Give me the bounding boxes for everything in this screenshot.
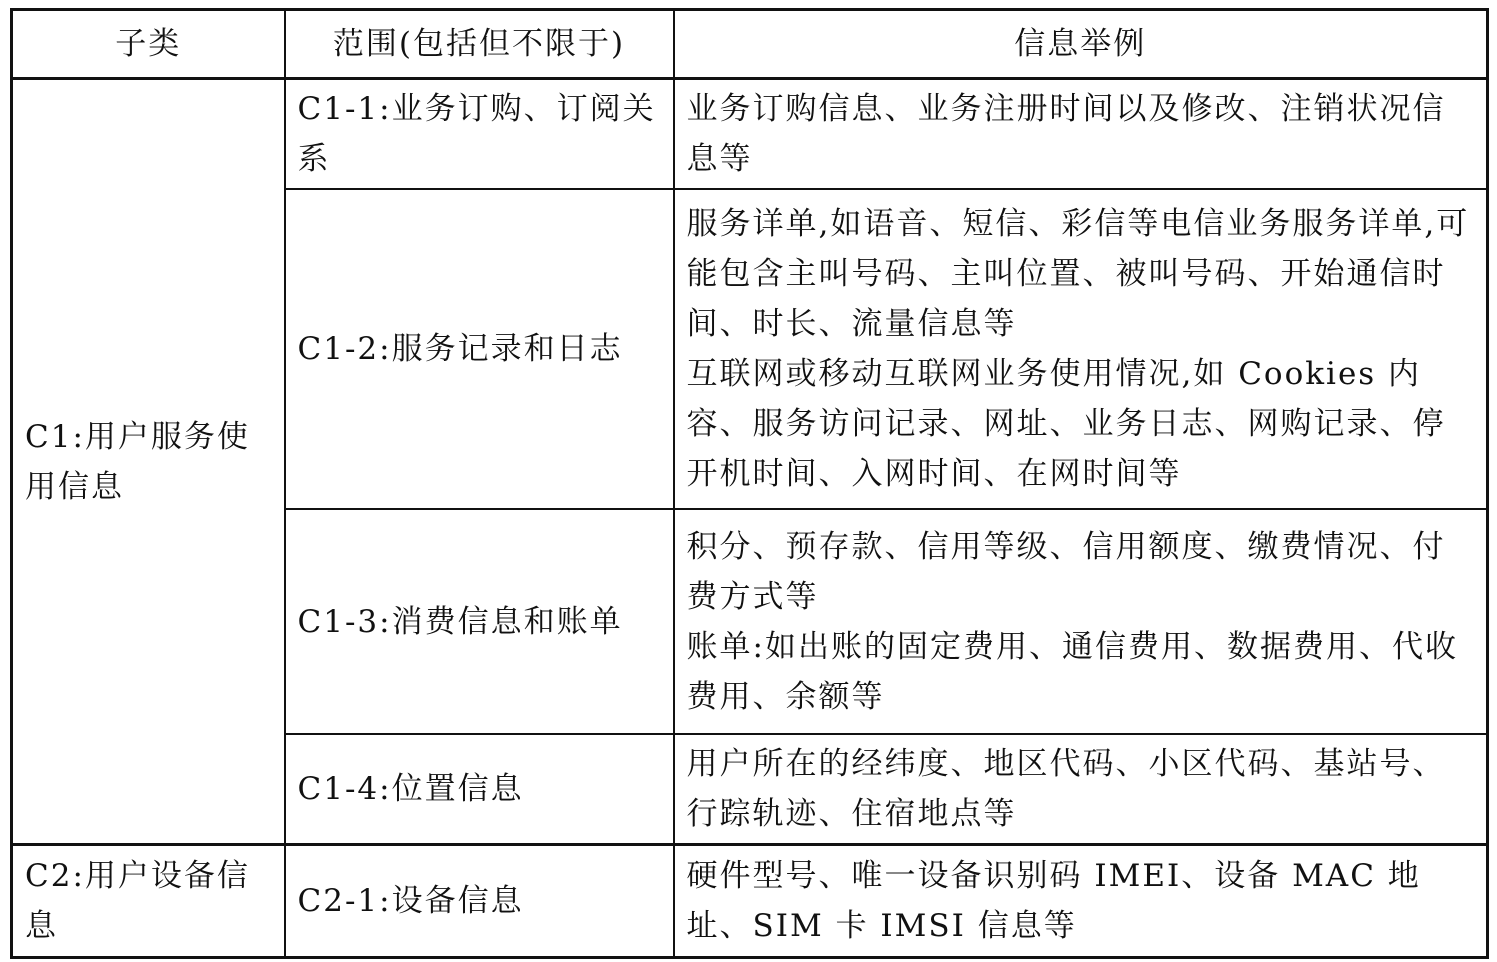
example-text: 互联网或移动互联网业务使用情况,如 Cookies 内容、服务访问记录、网址、业务日志、网购记录、停开机时间、入网时间、在网时间等 xyxy=(686,356,1446,492)
header-examples: 信息举例 xyxy=(674,10,1488,79)
example-text: 用户所在的经纬度、地区代码、小区代码、基站号、行踪轨迹、住宿地点等 xyxy=(686,746,1446,832)
header-row xyxy=(12,10,1488,79)
examples-cell xyxy=(674,845,1488,958)
scope-cell: C1-4:位置信息 xyxy=(285,734,674,845)
scope-cell: C1-2:服务记录和日志 xyxy=(285,189,674,509)
example-text: 业务订购信息、业务注册时间以及修改、注销状况信息等 xyxy=(686,91,1446,177)
subclass-cell: C1:用户服务使用信息 xyxy=(12,79,285,845)
header-scope: 范围(包括但不限于) xyxy=(285,10,674,79)
header-subclass: 子类 xyxy=(12,10,285,79)
examples-cell xyxy=(674,79,1488,190)
table-row xyxy=(12,79,1488,190)
example-text: 账单:如出账的固定费用、通信费用、数据费用、代收费用、余额等 xyxy=(686,628,1458,715)
examples-cell xyxy=(674,189,1488,509)
subclass-cell: C2:用户设备信息 xyxy=(12,845,285,958)
example-text: 服务详单,如语音、短信、彩信等电信业务服务详单,可能包含主叫号码、主叫位置、被叫号码、开始通信时间、时长、流量信息等 xyxy=(686,206,1470,342)
example-text: 积分、预存款、信用等级、信用额度、缴费情况、付费方式等 xyxy=(686,528,1446,615)
scope-cell: C1-1:业务订购、订阅关系 xyxy=(285,79,674,190)
info-category-table xyxy=(10,8,1489,959)
table-row xyxy=(12,845,1488,958)
scope-cell: C2-1:设备信息 xyxy=(285,845,674,958)
scope-cell: C1-3:消费信息和账单 xyxy=(285,509,674,734)
examples-cell xyxy=(674,509,1488,734)
examples-cell xyxy=(674,734,1488,845)
example-text: 硬件型号、唯一设备识别码 IMEI、设备 MAC 地址、SIM 卡 IMSI 信息等 xyxy=(686,858,1421,944)
